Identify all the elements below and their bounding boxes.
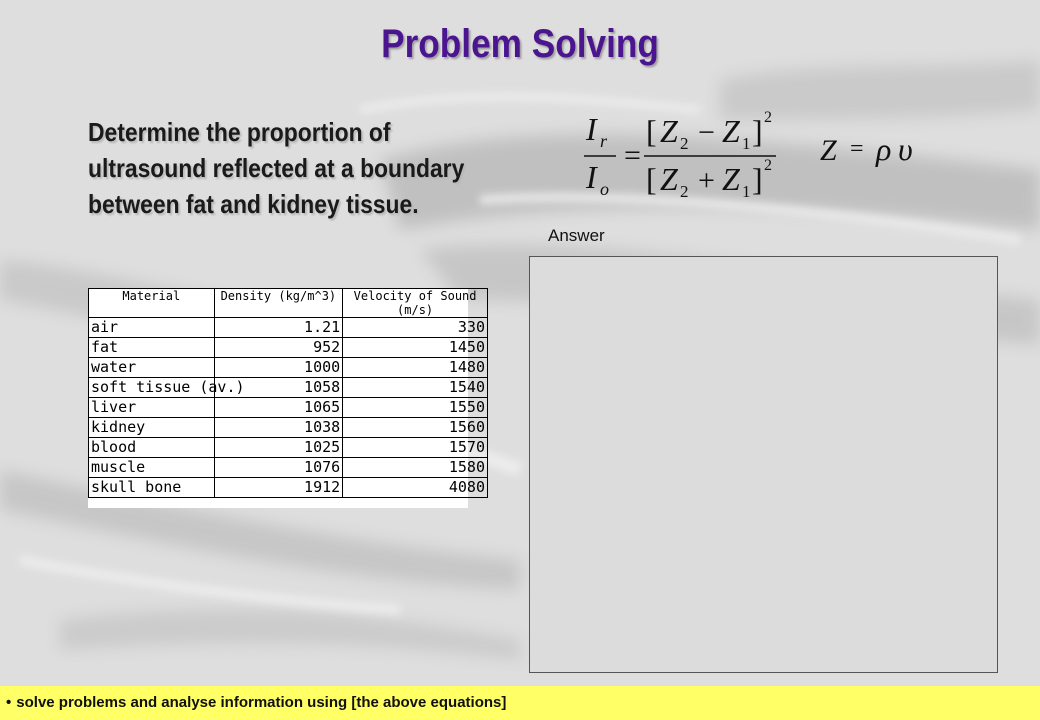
- cell-density: 1.21: [214, 318, 343, 338]
- answer-box: [529, 256, 998, 673]
- eq-z-upsilon: υ: [898, 131, 913, 167]
- cell-material: fat: [89, 338, 215, 358]
- table-row: [89, 398, 488, 418]
- cell-velocity: 1550: [343, 398, 488, 418]
- table-row: [89, 358, 488, 378]
- cell-density: 1000: [214, 358, 343, 378]
- cell-material: liver: [89, 398, 215, 418]
- cell-velocity: 1540: [343, 378, 488, 398]
- footer-text: solve problems and analyse information using [the above equations]: [16, 694, 507, 711]
- table-row: [89, 438, 488, 458]
- cell-material: kidney: [89, 418, 215, 438]
- cell-density: 1065: [214, 398, 343, 418]
- table-row: [89, 458, 488, 478]
- eq-lhs-num-sub: r: [600, 131, 608, 151]
- header-velocity: [343, 289, 488, 318]
- eq-z-lhs: Z: [820, 134, 837, 167]
- cell-velocity: 1560: [343, 418, 488, 438]
- eq-den-z2-sub: 2: [680, 182, 689, 201]
- table-row: [89, 318, 488, 338]
- cell-material: skull bone: [89, 478, 215, 498]
- cell-material: air: [89, 318, 215, 338]
- eq-den-open: [: [646, 161, 657, 197]
- cell-material: blood: [89, 438, 215, 458]
- eq-num-z1-sub: 1: [742, 134, 751, 153]
- cell-density: 1076: [214, 458, 343, 478]
- eq-num-exp: 2: [764, 109, 772, 126]
- eq-num-close: ]: [752, 113, 763, 149]
- eq-den-op: +: [698, 164, 715, 197]
- eq-num-op: −: [698, 116, 715, 149]
- materials-table: [88, 288, 488, 498]
- footer-bullet: •: [6, 694, 12, 711]
- eq-num-z1: Z: [722, 113, 740, 149]
- answer-label: Answer: [548, 226, 605, 245]
- eq-den-z1: Z: [722, 161, 740, 197]
- cell-velocity: 1570: [343, 438, 488, 458]
- table-row: [89, 418, 488, 438]
- eq-num-open: [: [646, 113, 657, 149]
- header-density: Density (kg/m^3): [214, 289, 343, 318]
- cell-density: 1025: [214, 438, 343, 458]
- cell-density: 1038: [214, 418, 343, 438]
- eq-z-rho: ρ: [876, 131, 892, 167]
- table-row: [89, 338, 488, 358]
- slide-title: Problem Solving: [381, 22, 659, 66]
- eq-lhs-num: I: [586, 111, 597, 147]
- header-material: Material: [89, 289, 215, 318]
- header-velocity-line2: (m/s): [397, 303, 434, 317]
- table-row: [89, 478, 488, 498]
- cell-material: muscle: [89, 458, 215, 478]
- header-velocity-line1: Velocity of Sound: [353, 289, 477, 303]
- eq-den-z2: Z: [660, 161, 678, 197]
- eq-z-equals: =: [850, 136, 864, 162]
- problem-prompt: Determine the proportion of ultrasound reflected at a boundary between fat and kidney tissue.: [88, 117, 465, 219]
- cell-velocity: 1480: [343, 358, 488, 378]
- eq-lhs-den-sub: o: [600, 179, 609, 199]
- cell-density: 1058: [214, 378, 343, 398]
- materials-table-container: [88, 288, 485, 508]
- table-header-row: [89, 289, 488, 318]
- cell-material: water: [89, 358, 215, 378]
- cell-density: 952: [214, 338, 343, 358]
- table-row: [89, 378, 488, 398]
- footer-outcome-bar: [0, 686, 1040, 720]
- eq-den-z1-sub: 1: [742, 182, 751, 201]
- cell-velocity: 1450: [343, 338, 488, 358]
- cell-velocity: 4080: [343, 478, 488, 498]
- reflection-equation: [580, 100, 940, 200]
- cell-density: 1912: [214, 478, 343, 498]
- eq-equals: =: [624, 139, 641, 172]
- eq-num-z2: Z: [660, 113, 678, 149]
- cell-velocity: 1580: [343, 458, 488, 478]
- eq-num-z2-sub: 2: [680, 134, 689, 153]
- eq-lhs-den: I: [586, 159, 597, 195]
- eq-den-exp: 2: [764, 157, 772, 174]
- cell-velocity: 330: [343, 318, 488, 338]
- cell-material: soft tissue (av.): [89, 378, 215, 398]
- eq-den-close: ]: [752, 161, 763, 197]
